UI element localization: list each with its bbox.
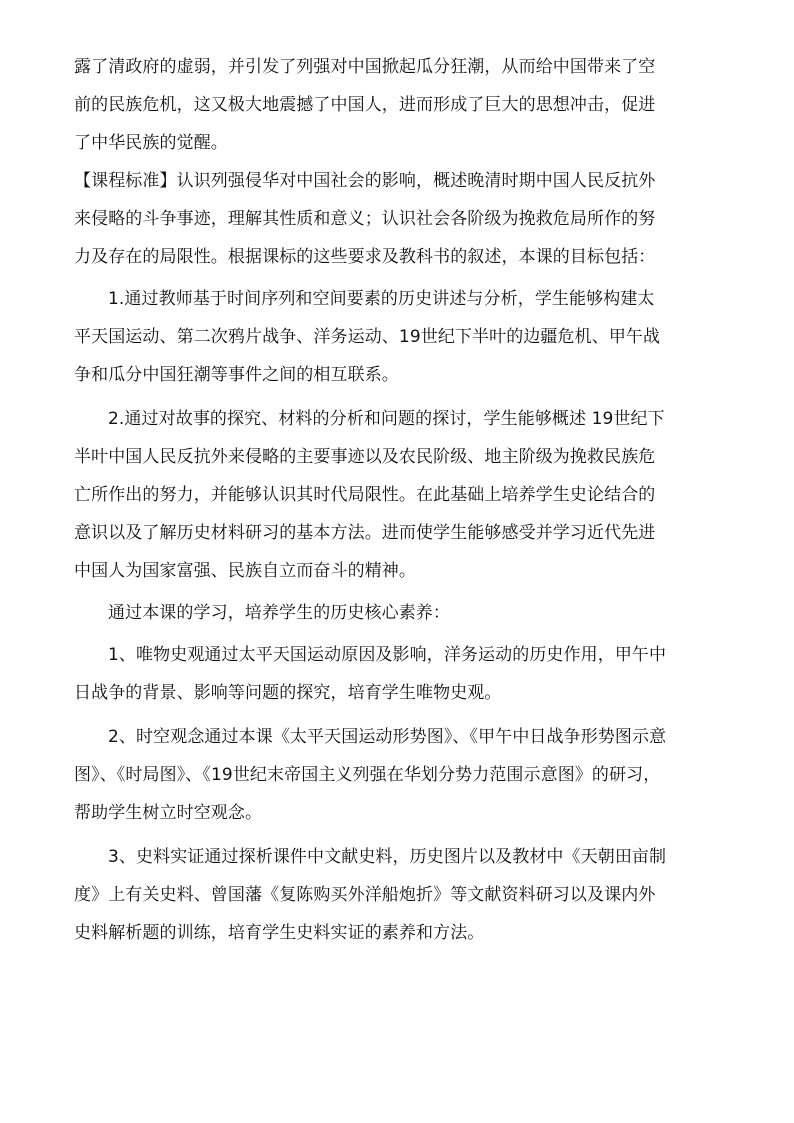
- text-line: 力及存在的局限性。根据课标的这些要求及教科书的叙述，本课的目标包括：: [74, 247, 656, 267]
- paragraph-goal-2: [74, 400, 724, 590]
- text-line: 了中华民族的觉醒。: [74, 133, 228, 153]
- text-line: 露了清政府的虚弱，并引发了列强对中国掀起瓜分狂潮，从而给中国带来了空: [74, 57, 656, 77]
- text-line: 图》、《时局图》、《19世纪末帝国主义列强在华划分势力范围示意图》的研习，: [74, 765, 661, 785]
- text-line: 日战争的背景、影响等问题的探究，培育学生唯物史观。: [74, 683, 502, 703]
- text-line: 3、史料实证通过探析课件中文献史料，历史图片以及教材中《天朝田亩制: [108, 847, 667, 867]
- paragraph-intro-continuation: [74, 48, 724, 162]
- text-line: 度》上有关史料、曾国藩《复陈购买外洋船炮折》等文献资料研习以及课内外: [74, 885, 656, 905]
- text-line: 帮助学生树立时空观念。: [74, 803, 263, 823]
- text-line: 亡所作出的努力，并能够认识其时代局限性。在此基础上培养学生史论结合的: [74, 485, 656, 505]
- paragraph-goal-1: [74, 280, 724, 394]
- paragraph-literacy-3: [74, 838, 724, 952]
- text-line: 通过本课的学习，培养学生的历史核心素养：: [108, 603, 450, 623]
- text-line: 1.通过教师基于时间序列和空间要素的历史讲述与分析，学生能够构建太: [108, 289, 655, 309]
- paragraph-literacy-1: [74, 636, 724, 712]
- text-line: 意识以及了解历史材料研习的基本方法。进而使学生能够感受并学习近代先进: [74, 523, 656, 543]
- text-line: 中国人为国家富强、民族自立而奋斗的精神。: [74, 561, 416, 581]
- text-line: 2、时空观念通过本课《太平天国运动形势图》、《甲午中日战争形势图示意: [108, 727, 667, 747]
- text-line: 前的民族危机，这又极大地震撼了中国人，进而形成了巨大的思想冲击，促进: [74, 95, 656, 115]
- text-line: 2.通过对故事的探究、材料的分析和问题的探讨，学生能够概述 19世纪下: [108, 409, 665, 429]
- text-line: 【课程标准】认识列强侵华对中国社会的影响，概述晚清时期中国人民反抗外: [74, 171, 656, 191]
- paragraph-curriculum-standard: [74, 162, 724, 276]
- text-line: 来侵略的斗争事迹，理解其性质和意义；认识社会各阶级为挽救危局所作的努: [74, 209, 656, 229]
- paragraph-literacy-2: [74, 718, 724, 832]
- text-line: 1、唯物史观通过太平天国运动原因及影响，洋务运动的历史作用，甲午中: [108, 645, 667, 665]
- text-line: 半叶中国人民反抗外来侵略的主要事迹以及农民阶级、地主阶级为挽救民族危: [74, 447, 656, 467]
- text-line: 史料解析题的训练，培育学生史料实证的素养和方法。: [74, 923, 485, 943]
- text-line: 争和瓜分中国狂潮等事件之间的相互联系。: [74, 365, 399, 385]
- paragraph-core-literacy-intro: [74, 594, 724, 632]
- text-line: 平天国运动、第二次鸦片战争、洋务运动、19世纪下半叶的边疆危机、甲午战: [74, 327, 661, 347]
- document-page: [74, 48, 724, 952]
